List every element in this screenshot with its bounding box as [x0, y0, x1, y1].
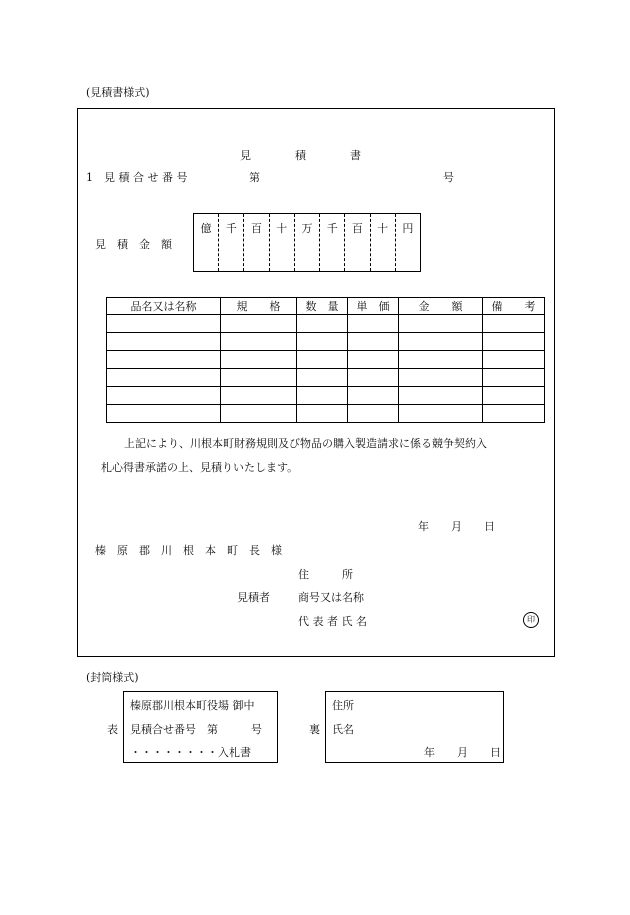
amount-unit: 万 [294, 214, 319, 271]
table-cell[interactable] [297, 333, 348, 351]
table-cell[interactable] [221, 369, 297, 387]
table-cell[interactable] [221, 405, 297, 423]
table-cell[interactable] [297, 315, 348, 333]
table-cell[interactable] [107, 351, 221, 369]
table-cell[interactable] [348, 333, 399, 351]
table-cell[interactable] [348, 405, 399, 423]
envelope-form-heading: (封筒様式) [86, 671, 139, 684]
amount-unit: 千 [218, 214, 243, 271]
date-line: 年 月 日 [418, 520, 495, 533]
table-cell[interactable] [399, 315, 483, 333]
table-cell[interactable] [483, 405, 545, 423]
table-cell[interactable] [399, 369, 483, 387]
table-cell[interactable] [483, 369, 545, 387]
body-text-line-2: 札心得書承諾の上、見積りいたします。 [101, 461, 299, 474]
amount-unit: 千 [319, 214, 344, 271]
addressee: 榛 原 郡 川 根 本 町 長 様 [95, 544, 282, 557]
estimator-label: 見積者 [237, 591, 270, 604]
envelope-front-line: ・・・・・・・・入札書 [130, 746, 251, 759]
column-header: 備 考 [483, 298, 545, 315]
table-cell[interactable] [221, 315, 297, 333]
envelope-front [123, 691, 278, 763]
table-row [107, 315, 545, 333]
table-cell[interactable] [297, 387, 348, 405]
amount-label: 見 積 金 額 [95, 238, 172, 251]
column-header: 規 格 [221, 298, 297, 315]
table-cell[interactable] [399, 387, 483, 405]
amount-unit: 十 [269, 214, 294, 271]
table-cell[interactable] [221, 387, 297, 405]
table-cell[interactable] [221, 333, 297, 351]
table-cell[interactable] [107, 387, 221, 405]
envelope-front-line: 見積合せ番号 第 号 [130, 723, 262, 736]
table-cell[interactable] [297, 351, 348, 369]
amount-grid [193, 213, 421, 272]
envelope-back-label: 裏 [309, 723, 320, 736]
amount-unit: 十 [370, 214, 395, 271]
quote-number-go: 号 [443, 171, 454, 184]
table-cell[interactable] [483, 351, 545, 369]
table-row [107, 405, 545, 423]
amount-unit: 百 [344, 214, 369, 271]
item-table [106, 297, 545, 423]
table-cell[interactable] [107, 405, 221, 423]
representative-label: 代 表 者 氏 名 [298, 615, 367, 628]
table-row [107, 387, 545, 405]
column-header: 数 量 [297, 298, 348, 315]
amount-unit: 億 [200, 222, 212, 235]
envelope-front-label: 表 [107, 723, 118, 736]
quote-number-label: 1 見 積 合 せ 番 号 [86, 171, 188, 184]
table-cell[interactable] [107, 315, 221, 333]
envelope-back-line: 年 月 日 [424, 746, 501, 759]
table-cell[interactable] [107, 333, 221, 351]
table-header-row [107, 298, 545, 315]
estimate-form-heading: (見積書様式) [86, 86, 150, 99]
amount-unit: 百 [243, 214, 268, 271]
table-cell[interactable] [348, 351, 399, 369]
table-row [107, 333, 545, 351]
table-cell[interactable] [107, 369, 221, 387]
envelope-back [325, 691, 504, 763]
table-cell[interactable] [348, 315, 399, 333]
address-label: 住 所 [298, 568, 353, 581]
table-cell[interactable] [483, 333, 545, 351]
table-cell[interactable] [297, 405, 348, 423]
envelope-back-line: 氏名 [332, 723, 354, 736]
table-cell[interactable] [221, 351, 297, 369]
table-row [107, 351, 545, 369]
table-cell[interactable] [348, 369, 399, 387]
table-row [107, 369, 545, 387]
table-cell[interactable] [483, 387, 545, 405]
page-title: 見 積 書 [240, 149, 361, 162]
company-name-label: 商号又は名称 [298, 591, 364, 604]
amount-unit: 円 [395, 214, 420, 271]
table-cell[interactable] [399, 405, 483, 423]
quote-number-dai: 第 [249, 171, 260, 184]
table-cell[interactable] [297, 369, 348, 387]
table-cell[interactable] [399, 333, 483, 351]
column-header: 単 価 [348, 298, 399, 315]
table-cell[interactable] [348, 387, 399, 405]
seal-mark: 印 [523, 612, 539, 628]
envelope-front-line: 榛原郡川根本町役場 御中 [130, 699, 255, 712]
table-cell[interactable] [399, 351, 483, 369]
envelope-back-line: 住所 [332, 699, 354, 712]
column-header: 品名又は名称 [107, 298, 221, 315]
table-cell[interactable] [483, 315, 545, 333]
body-text-line-1: 上記により、川根本町財務規則及び物品の購入製造請求に係る競争契約入 [124, 437, 487, 450]
column-header: 金 額 [399, 298, 483, 315]
